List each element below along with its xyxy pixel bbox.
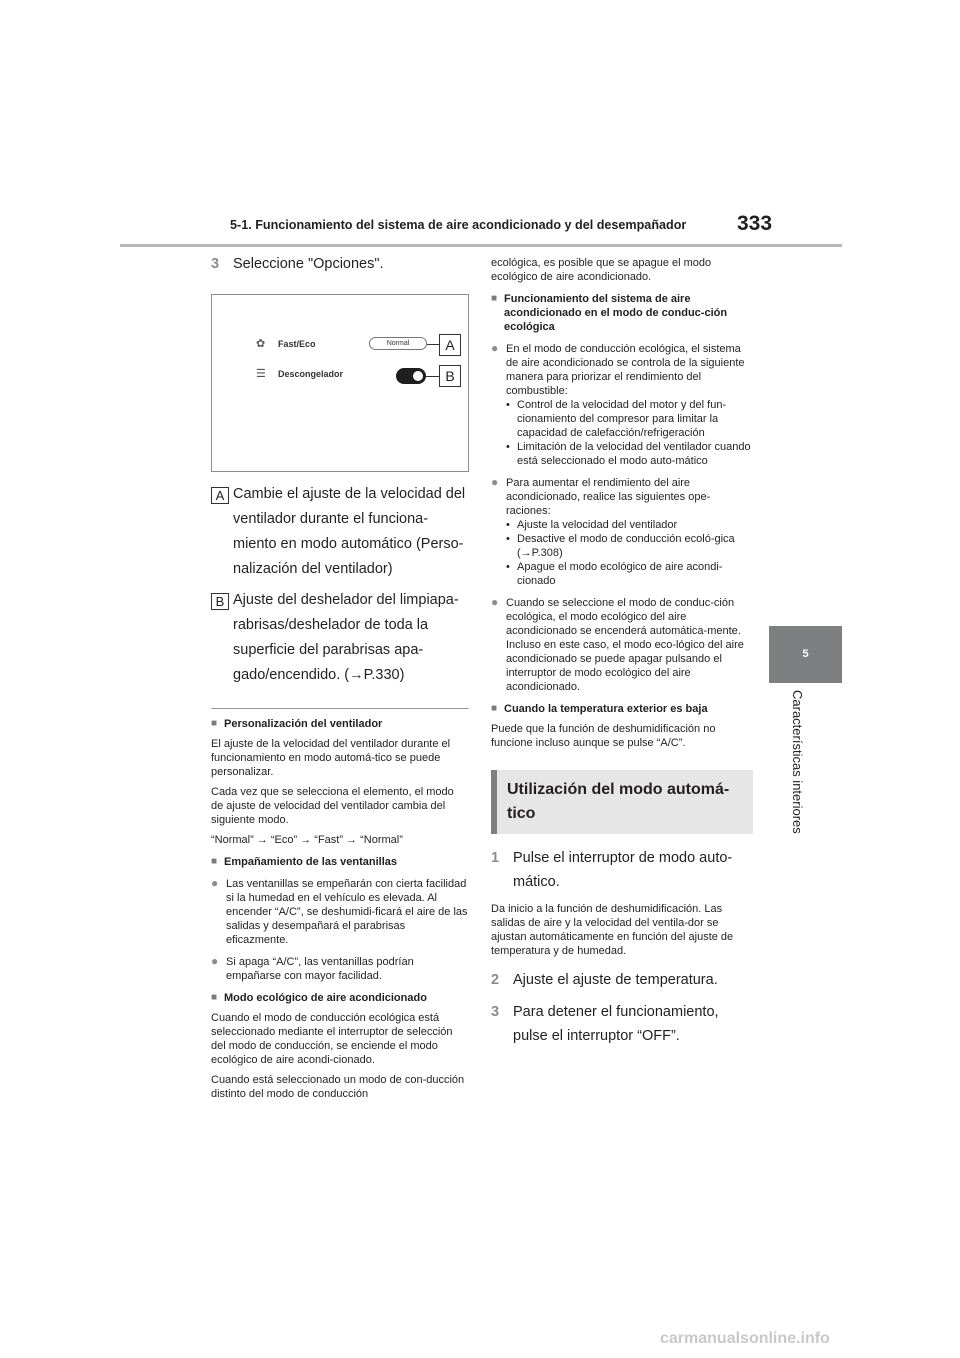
step-text: Para detener el funcionamiento, pulse el interruptor “OFF”. xyxy=(513,1004,719,1044)
section-title: 5-1. Funcionamiento del sistema de aire acondicionado y del desempañador xyxy=(230,218,687,232)
fan-customization-heading: ■ Personalización del ventilador xyxy=(211,717,469,731)
defroster-label: Descongelador xyxy=(278,369,344,379)
step-number: 3 xyxy=(211,256,220,272)
chapter-tab[interactable]: 5 xyxy=(769,626,842,683)
figure-letter-a: A xyxy=(439,334,461,356)
eco-ac-text-1: Cuando el modo de conducción ecológica está seleccionado mediante el interruptor de selección del modo de conducción, se enciende el modo ecológico de aire acondi-cionado. xyxy=(211,1012,453,1066)
eco-drive-bullet-1 xyxy=(491,342,753,398)
eco-ac-continuation: ecológica, es posible que se apague el modo ecológico de aire acondicionado. xyxy=(491,257,712,283)
eco-drive-bullet-2: ● Para aumentar el rendimiento del aire acondicionado, realice las siguientes ope-raciones: xyxy=(491,476,753,518)
window-fogging-bullet-2: ● Si apaga “A/C”, las ventanillas podrían empañarse con mayor facilidad. xyxy=(211,955,469,983)
fan-customization-text-2: Cada vez que se selecciona el elemento, el modo de ajuste de velocidad del ventilador cambia del siguiente modo. xyxy=(211,786,454,826)
callout-b-badge: B xyxy=(211,593,229,610)
eco-drive-action: • Desactive el modo de conducción ecoló-gica (→P.308) xyxy=(491,532,753,560)
low-outside-temp-heading: ■ Cuando la temperatura exterior es baja xyxy=(491,702,753,716)
eco-drive-ac-heading: ■ Funcionamiento del sistema de aire acondicionado en el modo de conduc-ción ecológica xyxy=(491,292,753,334)
header-divider xyxy=(120,244,842,247)
eco-ac-heading: ■ Modo ecológico de aire acondicionado xyxy=(211,991,469,1005)
left-column xyxy=(211,252,469,1101)
auto-step-2 xyxy=(491,968,753,992)
auto-mode-heading-box: Utilización del modo automá-tico xyxy=(491,770,753,834)
fan-customization-text-1: El ajuste de la velocidad del ventilador durante el funcionamiento en modo automá-tico se puede personalizar. xyxy=(211,738,451,778)
step-text: Ajuste el ajuste de temperatura. xyxy=(513,972,718,988)
low-outside-temp-text: Puede que la función de deshumidificación no funcione incluso aunque se pulse “A/C”. xyxy=(491,723,716,749)
options-screen-figure xyxy=(211,294,469,472)
defroster-icon: ☰ xyxy=(256,368,266,380)
section-divider xyxy=(211,708,469,709)
auto-step-1 xyxy=(491,846,753,894)
fan-icon: ✿ xyxy=(256,338,266,350)
eco-drive-bullet-1-text: En el modo de conducción ecológica, el sistema de aire acondicionado se controla de la siguiente manera para priorizar el rendimiento del combustible: xyxy=(506,343,745,397)
step-3-options xyxy=(211,252,469,276)
defroster-toggle[interactable] xyxy=(396,368,426,384)
leader-line-b xyxy=(426,376,439,377)
eco-drive-bullet-3: ● Cuando se seleccione el modo de conduc-ción ecológica, el modo ecológico del aire acondicionado se encenderá automática-mente. Incluso en este caso, el modo eco-lógico del aire acondicionado se puede apagar pulsando el interruptor de modo ecológico del aire acondicionado. xyxy=(491,596,753,694)
step-text: Pulse el interruptor de modo auto-mático. xyxy=(513,850,733,890)
step-number: 2 xyxy=(491,972,500,988)
callout-b xyxy=(211,588,469,688)
fan-mode-sequence: “Normal” → “Eco” → “Fast” → “Normal” xyxy=(211,834,403,846)
auto-step-1-note: Da inicio a la función de deshumidificación. Las salidas de aire y la velocidad del ventila-dor se ajustan automáticamente en función del ajuste de temperatura y de humedad. xyxy=(491,903,734,957)
eco-ac-text-2: Cuando está seleccionado un modo de con-ducción distinto del modo de conducción xyxy=(211,1074,465,1100)
figure-letter-b: B xyxy=(439,365,461,387)
callout-b-text: Ajuste del deshelador del limpiapa-rabrisas/deshelador de toda la superficie del parabrisas apa-gado/encendido. (→P.330) xyxy=(233,592,459,683)
step-number: 3 xyxy=(491,1004,500,1020)
watermark: carmanualsonline.info xyxy=(660,1330,830,1347)
page-number: 333 xyxy=(737,212,773,235)
callout-a xyxy=(211,482,469,582)
callout-a-text: Cambie el ajuste de la velocidad del ventilador durante el funciona-miento en modo automático (Perso-nalización del ventilador) xyxy=(233,486,466,577)
step-number: 1 xyxy=(491,850,500,866)
eco-drive-item: • Control de la velocidad del motor y del fun-cionamiento del compresor para limitar la capacidad de calefacción/refrigeración xyxy=(491,398,753,440)
fan-mode-value[interactable]: Normal xyxy=(369,337,427,350)
eco-drive-action: • Apague el modo ecológico de aire acondi-cionado xyxy=(491,560,753,588)
chapter-tab-label: Características interiores xyxy=(790,690,805,834)
right-column xyxy=(491,252,753,1056)
eco-drive-item: • Limitación de la velocidad del ventilador cuando está seleccionado el modo auto-mático xyxy=(491,440,753,468)
leader-line-a xyxy=(427,344,439,345)
callout-a-badge: A xyxy=(211,487,229,504)
step-text: Seleccione "Opciones". xyxy=(233,256,384,272)
fast-eco-label: Fast/Eco xyxy=(278,339,316,349)
window-fogging-bullet-1: ● Las ventanillas se empeñarán con cierta facilidad si la humedad en el vehículo es elevada. Al encender “A/C”, se deshumidi-ficará el aire de las salidas y desempañará el parabrisas eficazmente. xyxy=(211,877,469,947)
auto-step-3 xyxy=(491,1000,753,1048)
window-fogging-heading: ■ Empañamiento de las ventanillas xyxy=(211,855,469,869)
eco-drive-action: • Ajuste la velocidad del ventilador xyxy=(491,518,753,532)
